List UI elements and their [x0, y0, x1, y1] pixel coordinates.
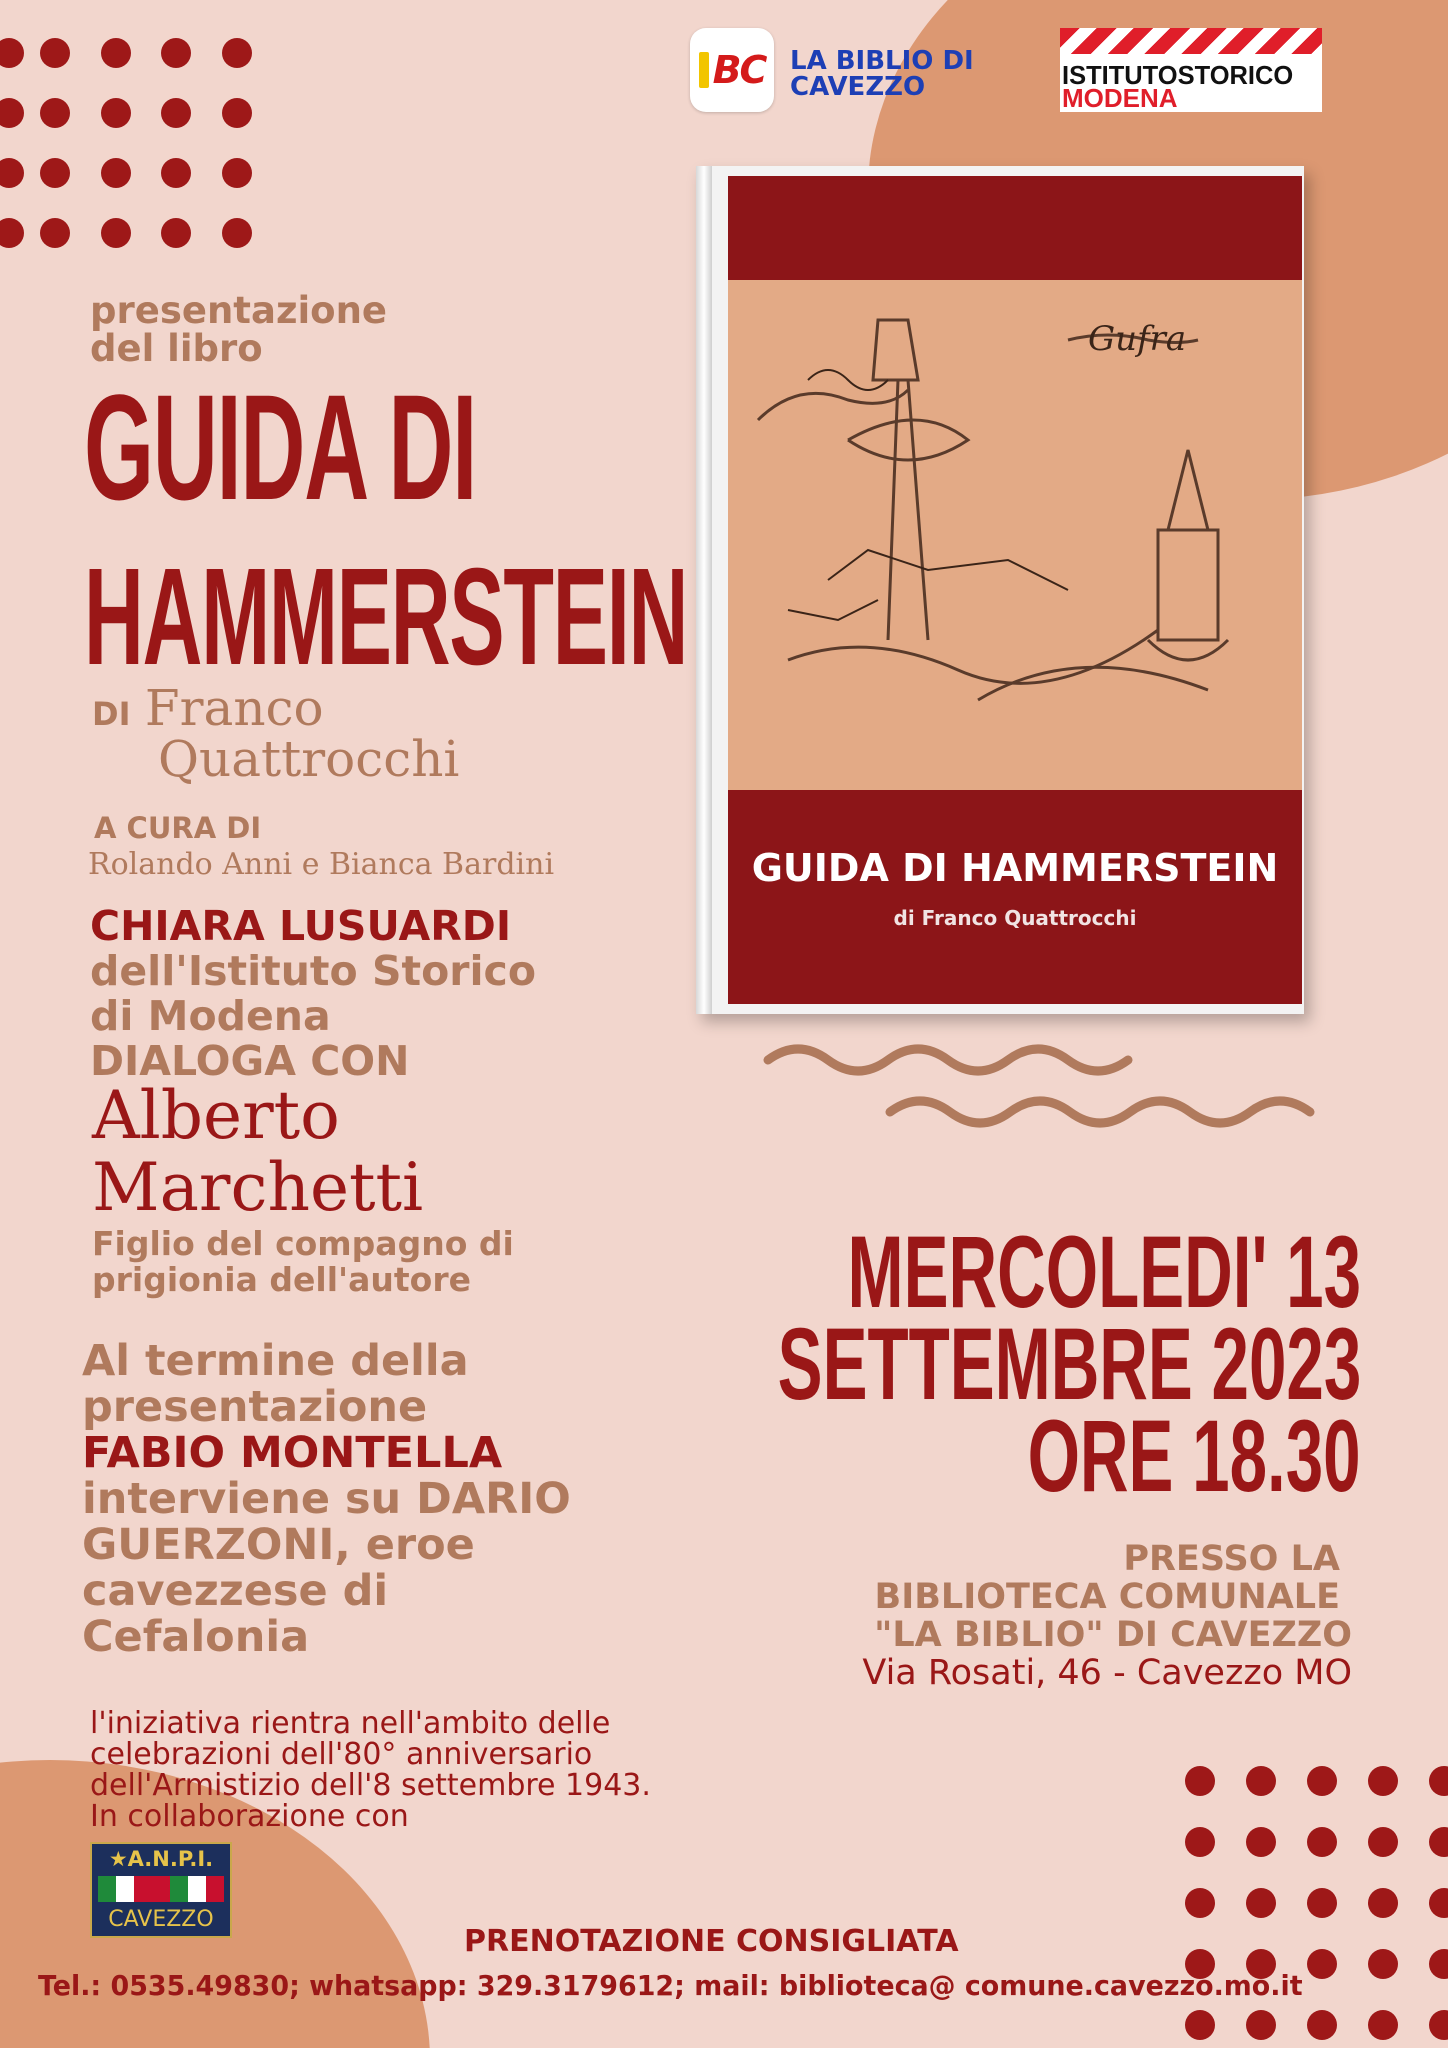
closing-block	[82, 1338, 571, 1660]
venue-address: Via Rosati, 46 - Cavezzo MO	[862, 1653, 1352, 1693]
note-line-3: dell'Armistizio dell'8 settembre 1943.	[90, 1768, 651, 1803]
guest-desc-line-2: prigionia dell'autore	[92, 1260, 471, 1299]
guest-description	[92, 1226, 514, 1298]
guest-desc-line-1: Figlio del compagno di	[92, 1224, 514, 1263]
biblio-logo-mark	[690, 28, 774, 112]
venue-line-2: BIBLIOTECA COMUNALE	[874, 1577, 1340, 1617]
anpi-cavezzo-logo[interactable]	[90, 1842, 232, 1938]
istituto-logo-text-2: MODENA	[1062, 83, 1178, 113]
presentation-intro	[90, 289, 388, 370]
closing-line-5: cavezzese di	[82, 1566, 389, 1616]
cover-drawing	[728, 280, 1302, 790]
speaker-name: CHIARA LUSUARDI	[90, 902, 512, 950]
book-cover-illustration	[728, 280, 1302, 790]
note-line-4: In collaborazione con	[90, 1799, 409, 1834]
closing-line-3: interviene su DARIO	[82, 1474, 571, 1524]
event-month: SETTEMBRE 2023	[777, 1307, 1361, 1421]
venue-line-3: "LA BIBLIO" DI CAVEZZO	[874, 1615, 1352, 1655]
editors-names: Rolando Anni e Bianca Bardini	[88, 847, 555, 882]
book-title-line-1: GUIDA DI	[84, 363, 477, 531]
speaker-line-1: dell'Istituto Storico	[90, 947, 536, 995]
speaker-block	[90, 904, 536, 1084]
editors-label: A CURA DI	[94, 811, 262, 845]
author-block	[92, 680, 324, 736]
cover-signature: Gufra	[1088, 319, 1187, 359]
guest-first-name: Alberto	[92, 1077, 340, 1154]
la-biblio-logo[interactable]	[690, 28, 990, 114]
author-last-name: Quattrocchi	[158, 730, 460, 788]
wavy-divider	[760, 1040, 1330, 1160]
closing-line-1: Al termine della	[82, 1336, 469, 1386]
cover-subtitle: di Franco Quattrocchi	[893, 906, 1137, 930]
biblio-logo-text-1: LA BIBLIO DI	[790, 46, 974, 76]
event-time: ORE 18.30	[1027, 1399, 1361, 1513]
venue-line-1: PRESSO LA	[1123, 1539, 1340, 1579]
intro-line-2: del libro	[90, 327, 263, 370]
book-cover-spine	[696, 166, 712, 1014]
guest-last-name: Marchetti	[92, 1149, 424, 1226]
closing-line-4: GUERZONI, eroe	[82, 1520, 475, 1570]
author-first-name: Franco	[144, 679, 324, 737]
istituto-logo-stripes	[1060, 28, 1322, 54]
contacts-line[interactable]: Tel.: 0535.49830; whatsapp: 329.3179612; mail: biblioteca@ comune.cavezzo.mo.it	[38, 1969, 1303, 2002]
intro-line-1: presentazione	[90, 289, 388, 332]
biblio-logo-letters: BC	[712, 48, 766, 92]
closing-line-6: Cefalonia	[82, 1612, 310, 1662]
event-day: MERCOLEDI' 13	[847, 1215, 1361, 1329]
book-title-line-2: HAMMERSTEIN	[84, 540, 688, 694]
istituto-logo-text-1: ISTITUTOSTORICO	[1062, 60, 1294, 90]
speaker-line-3: DIALOGA CON	[90, 1037, 410, 1085]
closing-speaker-name: FABIO MONTELLA	[82, 1428, 503, 1478]
anpi-logo-city: CAVEZZO	[108, 1907, 214, 1932]
speaker-line-2: di Modena	[90, 992, 331, 1040]
anpi-flag-stripes	[98, 1876, 224, 1902]
venue-block	[874, 1540, 1352, 1654]
biblio-logo-text-2: CAVEZZO	[790, 72, 926, 102]
author-prefix: DI	[92, 695, 131, 733]
anpi-logo-text: ★A.N.P.I.	[108, 1847, 214, 1871]
initiative-note	[90, 1708, 651, 1832]
note-line-1: l'iniziativa rientra nell'ambito delle	[90, 1706, 611, 1741]
cover-title: GUIDA DI HAMMERSTEIN	[751, 846, 1279, 890]
istituto-storico-logo[interactable]	[1060, 28, 1322, 112]
booking-recommended: PRENOTAZIONE CONSIGLIATA	[464, 1924, 959, 1959]
closing-line-2: presentazione	[82, 1382, 428, 1432]
note-line-2: celebrazioni dell'80° anniversario	[90, 1737, 593, 1772]
